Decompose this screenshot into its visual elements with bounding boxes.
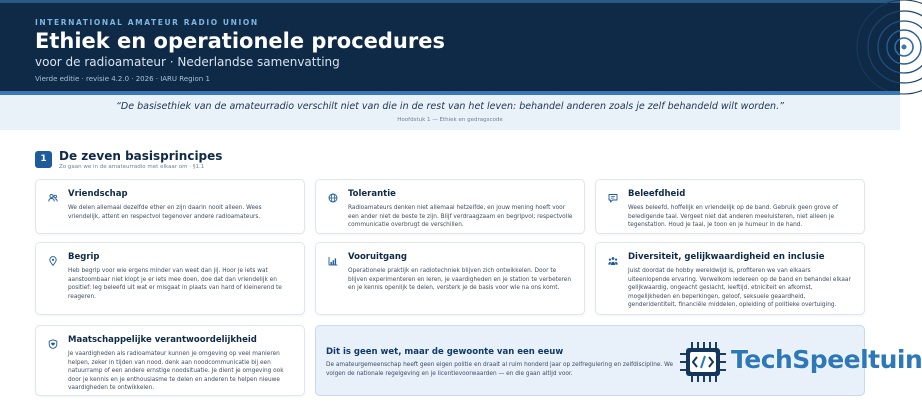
card-title: Tolerantie [348, 189, 396, 199]
section-subtitle: Zo gaan we in de amateurradio met elkaar om · §1.1 [59, 164, 205, 170]
group-icon [608, 256, 618, 266]
card-body: We delen allemaal dezelfde ether en zijn daarin nooit alleen. Wees vriendelijk, attent en respectvol tegenover andere radioamateurs. [68, 205, 262, 220]
card-title: Begrip [68, 252, 100, 262]
speech-bubble-icon [608, 193, 618, 203]
radio-waves-icon [840, 3, 900, 91]
card-title: Vooruitgang [348, 252, 407, 262]
chart-icon [328, 256, 338, 266]
watermark-text: TechSpeeltuin [731, 345, 922, 374]
quote-text: “De basisethiek van de amateurradio verschilt niet van die in de rest van het leven: behandel anderen zoals je zelf behandeld wilt worden.” [115, 101, 785, 112]
section-title: De zeven basisprincipes [59, 149, 223, 163]
heart-shield-icon [48, 339, 58, 349]
section-number-badge: 1 [35, 151, 52, 168]
card-title: Beleefdheid [628, 189, 686, 199]
principle-card-vriendschap [35, 179, 305, 234]
page-subtitle: voor de radioamateur · Nederlandse samenvatting [35, 55, 340, 69]
watermark-logo [679, 339, 922, 385]
card-title: Maatschappelijke verantwoordelijkheid [68, 335, 257, 345]
page-title: Ethiek en operationele procedures [35, 29, 445, 53]
principle-card-tolerantie [315, 179, 585, 234]
code-chip-icon [679, 341, 727, 383]
card-body: Wees beleefd, hoffelijk en vriendelijk op de band. Gebruik geen grove of beledigende taal. Vergeet niet dat anderen meeluisteren, niet alleen je tegenstation. Houd je taal, je toon en je humeur in de hand. [628, 205, 838, 229]
location-pin-icon [48, 256, 58, 266]
principle-card-beleefdheid [595, 179, 865, 234]
card-body: Je vaardigheden als radioamateur kunnen je omgeving op veel manieren helpen, zeker in tijden van nood. denk aan noodcommunicatie bij een natuurramp of een andere ernstige noodsituatie. Je dient je omgeving ook door je kennis en je enthousiasme te delen en anderen te helpen nieuwe vaardigheden te ontwikkelen. [68, 351, 284, 392]
card-body: Operationele praktijk en radiotechniek blijven zich ontwikkelen. Door te blijven experimenteren en leren, je vaardigheden en je station te verbeteren en je kennis openlijk te delen, versterk je de basis voor wie na ons komt. [348, 268, 572, 292]
note-title: Dit is geen wet, maar de gewoonte van een eeuw [326, 347, 564, 357]
people-icon [48, 193, 58, 203]
card-title: Diversiteit, gelijkwaardigheid en inclusie [628, 252, 825, 262]
card-body: Heb begrip voor wie ergens minder van weet dan jij. Hoor je iets wat aanstoombaar niet klopt je er iets mee doen, doe dat dan vriendelijk en positief: leg beleefd uit wat er misgaat in plaats van hard of kleinerend te reageren. [68, 268, 282, 300]
principle-card-diversiteit [595, 242, 865, 315]
card-body: Juist doordat de hobby wereldwijd is, profiteren we van elkaars uiteenlopende ervaring. Verwelkom iedereen op de band en behandel elkaar gelijkwaardig, ongeacht geslacht, leeftijd, etniciteit en afkomst, mogelijkheden en beperkingen, geloof, seksuele geaardheid, genderidentiteit, financiële middelen, opleiding of politieke overtuiging. [628, 268, 851, 309]
edition-info: Vierde editie · revisie 4.2.0 · 2026 · IARU Region 1 [35, 75, 210, 83]
principle-card-vooruitgang [315, 242, 585, 315]
page-header [0, 0, 900, 91]
note-body: De amateurgemeenschap heeft geen eigen politie en draait al ruim honderd jaar op zelfregulering en zelfdiscipline. We volgen de nationale regelgeving en je licentievoorwaarden — en die gaan altijd voor. [326, 362, 674, 377]
card-title: Vriendschap [68, 189, 128, 199]
globe-icon [328, 193, 338, 203]
principle-card-maatschappelijke-verantwoordelijkheid [35, 325, 305, 396]
card-body: Radioamateurs denken niet allemaal hetzelfde, en jouw mening hoeft voor een ander niet de beste te zijn. Blijf verdraagzaam en begripvol; respectvolle communicatie overbrugt de verschillen. [348, 205, 573, 229]
organization-name: INTERNATIONAL AMATEUR RADIO UNION [35, 18, 259, 27]
principle-card-begrip [35, 242, 305, 315]
quote-citation: Hoofdstuk 1 — Ethiek en gedragscode [397, 117, 503, 123]
header-top-line [0, 0, 900, 3]
